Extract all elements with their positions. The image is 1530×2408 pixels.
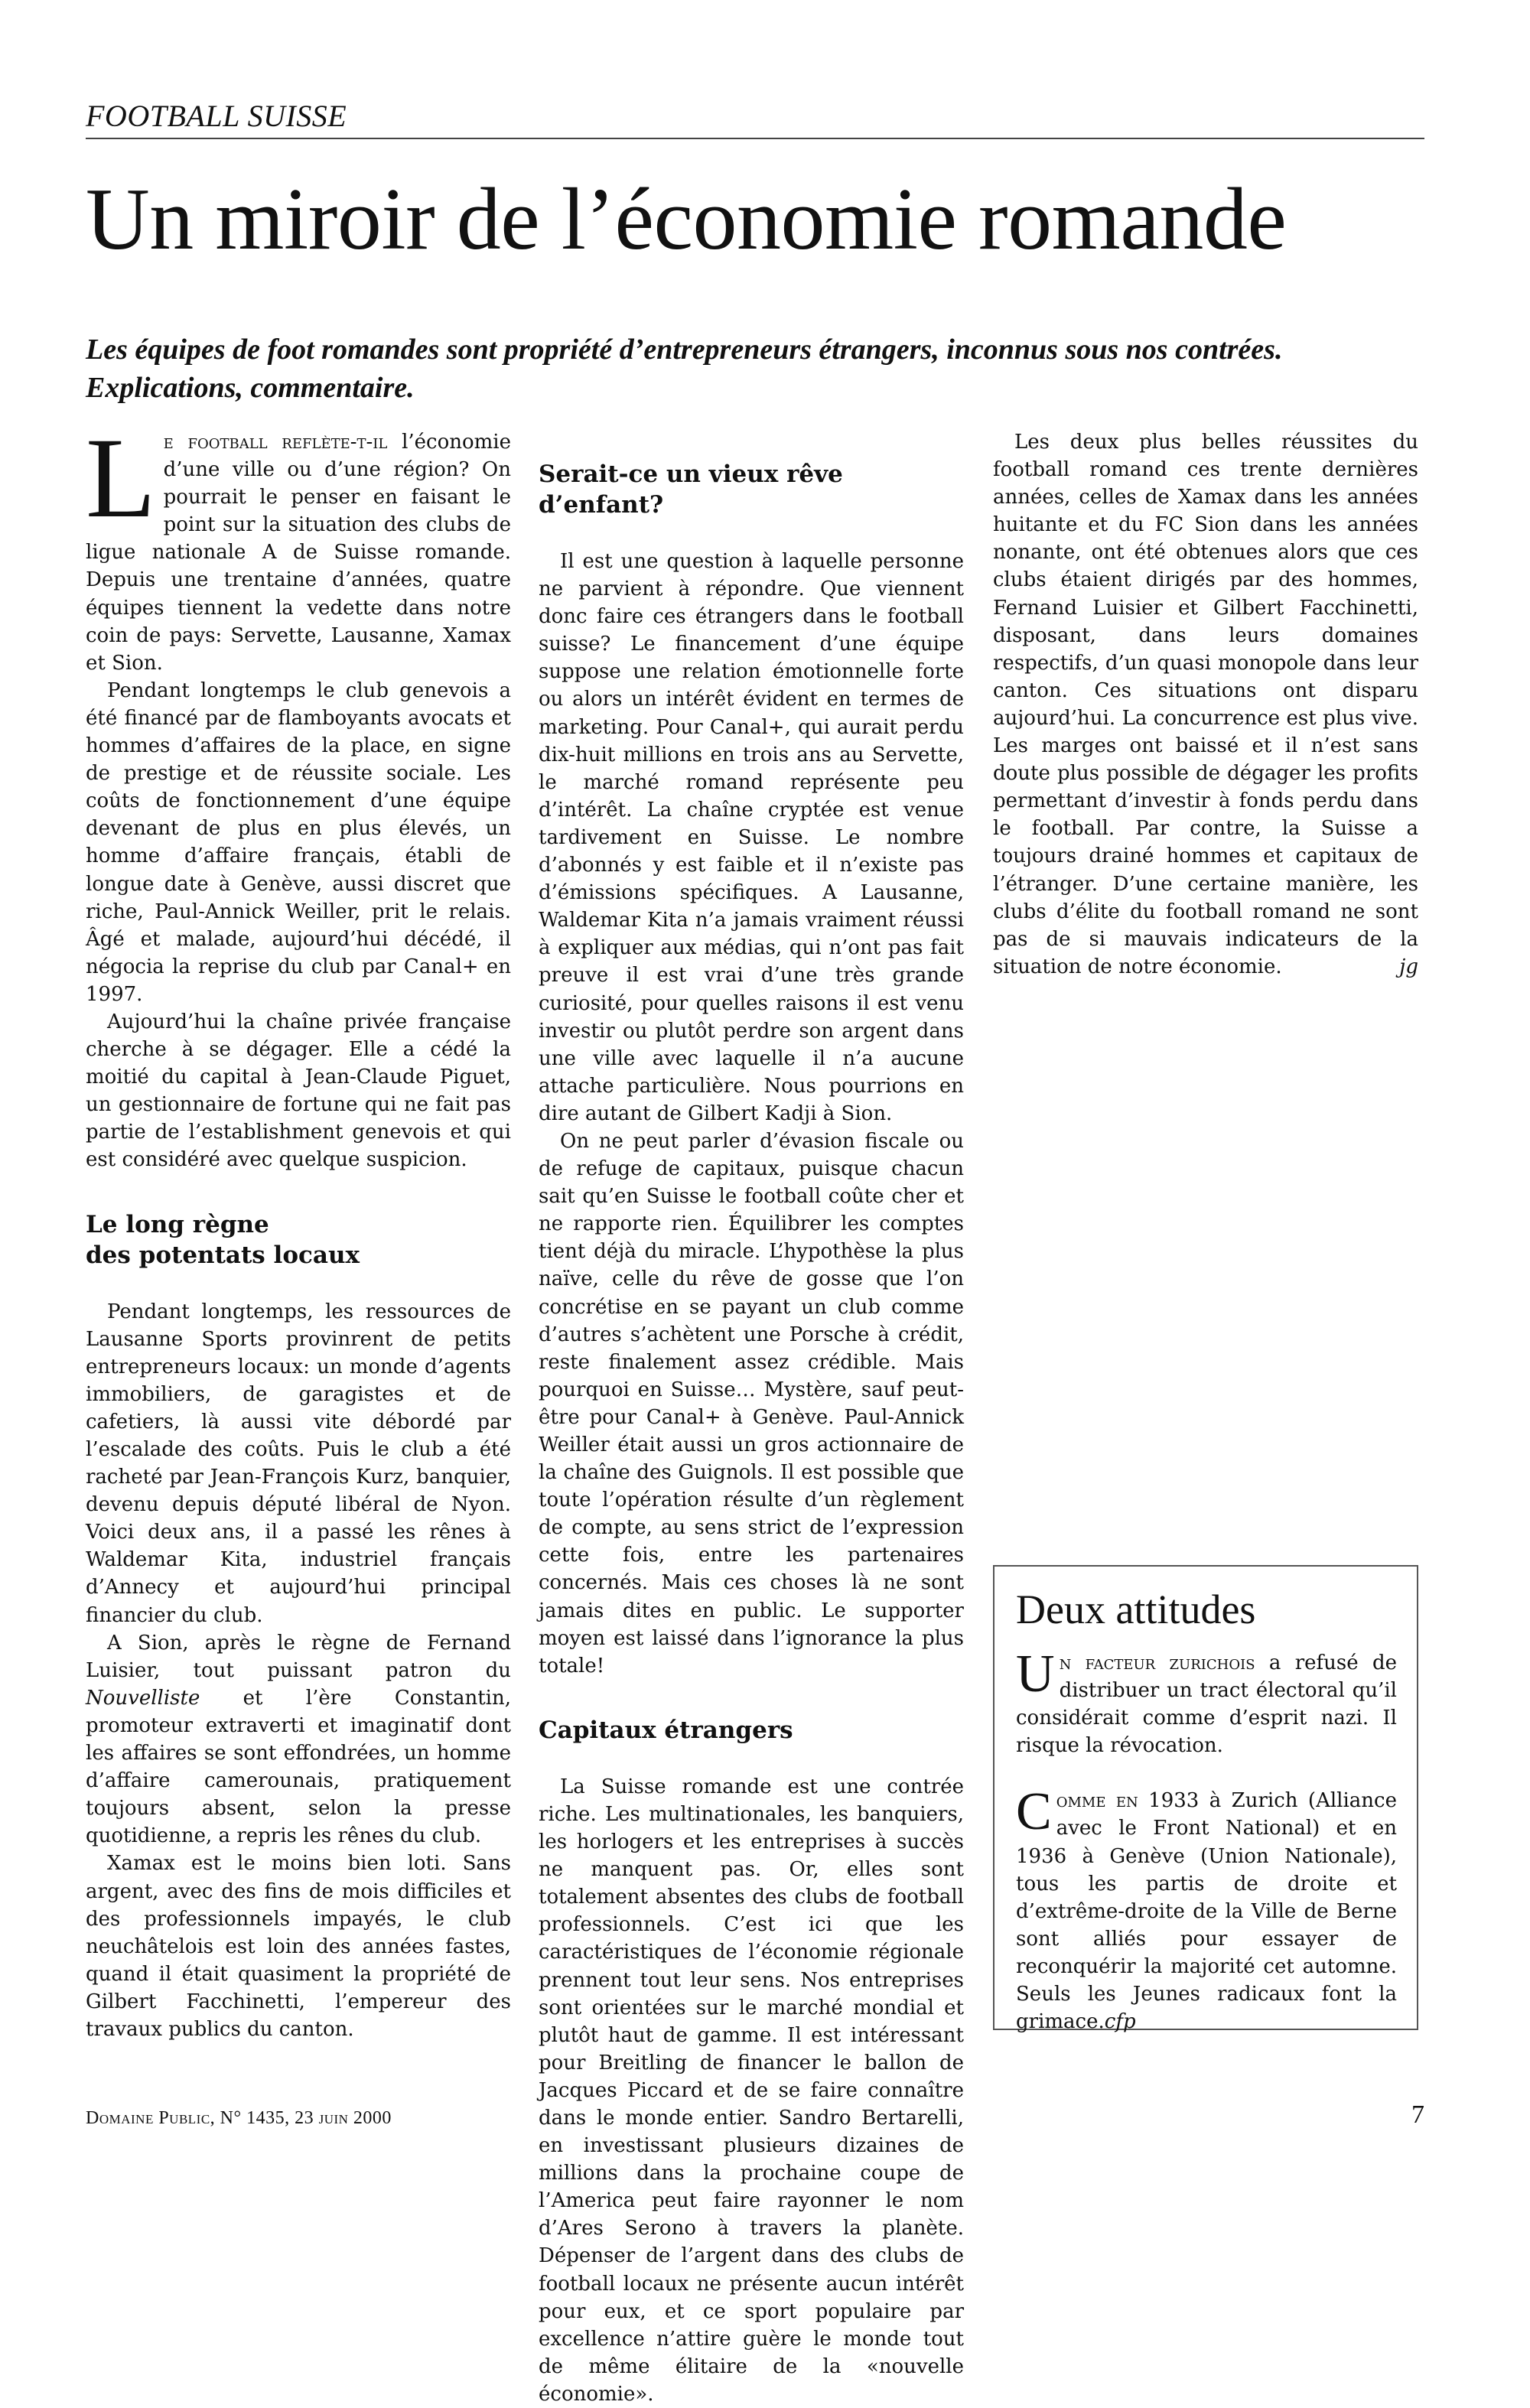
paragraph-6: Xamax est le moins bien loti. Sans argent, avec des fins de mois difficiles et des professionnels impayés, le club neuchâtelois est loin des années fastes, quand il était quasiment la propriété de Gilbert Facchinetti, l’empereur des travaux publics du canton. — [86, 1852, 511, 2041]
article-title: Un miroir de l’économie romande — [86, 171, 1287, 268]
paragraph-2: Pendant longtemps le club genevois a été financé par de flamboyants avocats et hommes d’affaires de la place, en signe de prestige et de réussite sociale. Les coûts de fonctionnement d’une équipe devenant de plus en plus élevés, un homme d’affaire français, établi de longue date à Genève, aussi discret que riche, Paul-Annick Weiller, prit le relais. Âgé et malade, aujourd’hui décédé, il négocia la reprise du club par Canal+ en 1997. — [86, 678, 511, 1006]
paragraph-10-text: Les deux plus belles réussites du football romand ces trente dernières années, celles de Xamax dans les années huitante et du FC Sion dans les années nonante, ont été obtenues alors que ces clubs étaient dirigés par des hommes, Fernand Luisier et Gilbert Facchinetti, disposant, dans leurs domaines respectifs, d’un quasi monopole dans leur canton. Ces situations ont disparu aujourd’hui. La concurrence est plus vive. Les marges ont baissé et il n’est sans doute plus possible de dégager les profits permettant d’investir à fonds perdu dans le football. Par contre, la Suisse a toujours drainé hommes et capitaux de l’étranger. D’une certaine manière, les clubs d’élite du football romand ne sont pas de si mauvais indicateurs de la situation de notre économie. — [993, 431, 1418, 978]
article-column-1 — [86, 415, 512, 2041]
subheading-reve: Serait-ce un vieux rêve d’enfant? — [539, 460, 843, 519]
paragraph-5-start: A Sion, après le règne de Fernand Luisier, tout puissant patron du — [86, 1631, 511, 1682]
paragraph-4: Pendant longtemps, les ressources de Lausanne Sports provinrent de petits entrepreneurs locaux: un monde d’agents immobiliers, de garagistes et de cafetiers, là aussi vite débordé par l’escalade des coûts. Puis le club a été racheté par Jean-François Kurz, banquier, devenu depuis député libéral de Nyon. Voici deux ans, il a passé les rênes à Waldemar Kita, industriel français d’Annecy et aujourd’hui principal financier du club. — [86, 1300, 511, 1627]
box-drop-cap-1: U — [1016, 1645, 1055, 1703]
paragraph-10 — [993, 428, 1418, 981]
article-column-3 — [993, 428, 1418, 1515]
box-paragraph-2 — [1016, 1782, 1397, 2035]
author-signature: jg — [1399, 955, 1418, 978]
box-text-2: 1933 à Zurich (Alliance avec le Front National) et en 1936 à Genève (Union Nationale), tous les partis de droite et d’extrême-droite de la Ville de Berne sont alliés pour essayer de reconquérir la majorité cet automne. Seuls les Jeunes radicaux font la grimace. — [1016, 1789, 1397, 2034]
box-drop-cap-2: C — [1016, 1782, 1052, 1842]
opening-text: l’économie d’une ville ou d’une région? On pourrait le penser en faisant le point sur la situation des clubs de ligue nationale A de Suisse romande. Depuis une trentaine d’années, quatre équipes tiennent la vedette dans notre coin de pays: Servette, Lausanne, Xamax et Sion. — [86, 431, 512, 675]
paragraph-9: La Suisse romande est une contrée riche. Les multinationales, les banquiers, les horlogers et les entreprises à succès ne manquent pas. Or, elles sont totalement absentes des clubs de football professionnels. C’est ici que les caractéristiques de l’économie régionale prennent tout leur sens. Nos entreprises sont orientées sur le marché mondial et plutôt haut de gamme. Il est intéressant pour Breitling de financer le ballon de Jacques Piccard et de se faire connaître dans le monde entier. Sandro Bertarelli, en investissant plusieurs dizaines de millions dans la prochaine coupe de l’America peut faire rayonner le nom d’Ares Serono à travers la planète. Dépenser de l’argent dans des clubs de football locaux ne présente aucun intérêt pour eux, et ce sport populaire par excellence n’attire guère le monde tout de même élitaire de la «nouvelle économie». — [539, 1775, 964, 2406]
box-text-1: a refusé de distribuer un tract électoral qu’il considérait comme d’esprit nazi. Il risque la révocation. — [1016, 1651, 1397, 1758]
paragraph-7: Il est une question à laquelle personne ne parvient à répondre. Que viennent donc faire ces étrangers dans le football suisse? Le financement d’une équipe suppose une relation émotionnelle forte ou alors un intérêt évident en termes de marketing. Pour Canal+, qui aurait perdu dix-huit millions en trois ans au Servette, le marché romand représente peu d’intérêt. La chaîne cryptée est venue tardivement en Suisse. Le nombre d’abonnés y est faible et il n’existe pas d’émissions spécifiques. A Lausanne, Waldemar Kita n’a jamais vraiment réussi à expliquer aux médias, qui n’ont pas fait preuve il est vrai d’une très grande curiosité, pour quelles raisons il est venu investir ou plutôt perdre son argent dans une ville avec laquelle il n’a aucune attache particulière. Nous pourrions en dire autant de Gilbert Kadji à Sion. — [539, 550, 964, 1125]
drop-cap: L — [86, 415, 156, 542]
paragraph-8: On ne peut parler d’évasion fiscale ou de refuge de capitaux, puisque chacun sait qu’en Suisse le football coûte cher et ne rapporte rien. Équilibrer les comptes tient déjà du miracle. L’hypothèse la plus naïve, celle du rêve de gosse que l’on concrétise en se payant un club comme d’autres s’achètent une Porsche à crédit, reste finalement assez crédible. Mais pourquoi en Suisse… Mystère, sauf peut-être pour Canal+ à Genève. Paul-Annick Weiller était aussi un gros actionnaire de la chaîne des Guignols. Il est possible que toute l’opération résulte d’un règlement de compte, au sens strict de l’expression cette fois, entre les partenaires concernés. Mais ces choses là ne sont jamais dites en public. Le supporter moyen est laissé dans l’ignorance la plus totale! — [539, 1129, 964, 1677]
opening-paragraph — [86, 415, 512, 677]
newspaper-name: Nouvelliste — [86, 1686, 200, 1710]
paragraph-3: Aujourd’hui la chaîne privée française cherche à se dégager. Elle a cédé la moitié du capital à Jean-Claude Piguet, un gestionnaire de fortune qui ne fait pas partie de l’establishment genevois et qui est considéré avec quelque suspicion. — [86, 1010, 511, 1172]
paragraph-5 — [86, 1629, 511, 1850]
article-column-2 — [539, 428, 964, 2406]
sidebar-box — [993, 1565, 1418, 2034]
page-footer — [86, 2100, 1424, 2130]
paragraph-5-end: et l’ère Constantin, promoteur extraverti et imaginatif dont les affaires se sont effondrées, un homme d’affaire camerounais, pratiquement toujours absent, selon la presse quotidienne, a repris les rênes du club. — [86, 1686, 511, 1848]
box-title: Deux attitudes — [1016, 1586, 1256, 1632]
subheading-capitaux: Capitaux étrangers — [539, 1716, 793, 1744]
page-number: 7 — [1411, 2100, 1424, 2129]
section-rubric: FOOTBALL SUISSE — [86, 98, 1424, 139]
box-smallcaps-1: n facteur zurichois — [1059, 1651, 1255, 1674]
box-signature: cfp — [1104, 2010, 1136, 2034]
article-lead: Les équipes de foot romandes sont propriété d’entrepreneurs étrangers, inconnus sous nos contrées. Explications, commentaire. — [86, 334, 1283, 404]
subheading-potentats: Le long règne des potentats locaux — [86, 1210, 360, 1269]
publication-info: Domaine Public, N° 1435, 23 juin 2000 — [86, 2108, 392, 2128]
opening-smallcaps: e football reflète-t-il — [163, 431, 388, 454]
box-smallcaps-2: omme en — [1056, 1789, 1138, 1813]
box-paragraph-1 — [1016, 1645, 1397, 1759]
